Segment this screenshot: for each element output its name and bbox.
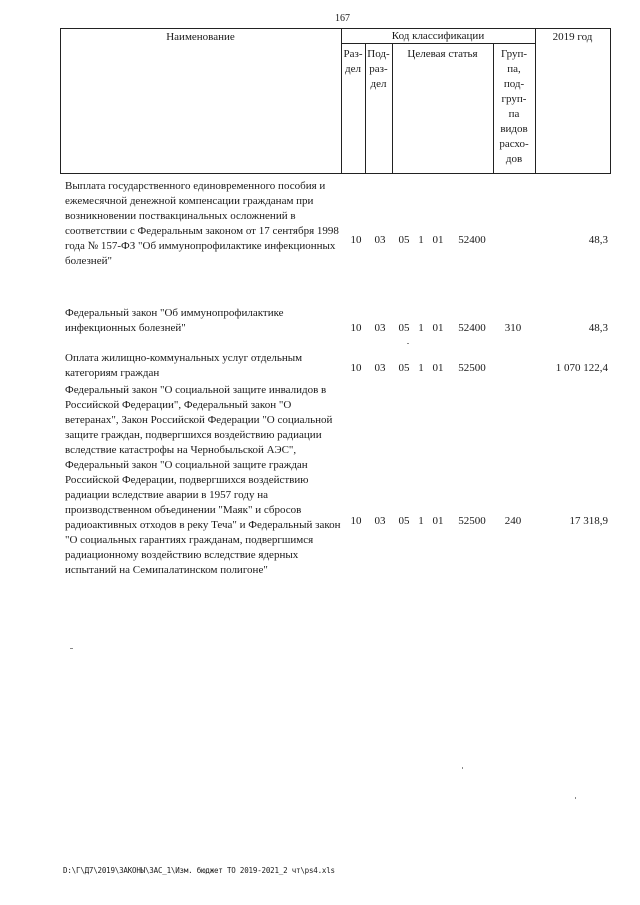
code-subsection: 03 — [374, 362, 386, 374]
code-section: 10 — [350, 322, 362, 334]
code-article-3: 01 — [432, 362, 444, 374]
header-subsection: Под- раз- дел — [367, 48, 390, 90]
amount: 17 318,9 — [569, 515, 608, 527]
code-article-3: 01 — [432, 234, 444, 246]
amount: 48,3 — [588, 322, 608, 334]
code-article-2: 1 — [418, 362, 424, 374]
code-expense-group: 310 — [504, 322, 522, 334]
code-article-3: 01 — [432, 515, 444, 527]
table-row-name: Оплата жилищно-коммунальных услуг отдельным категориям граждан — [65, 352, 303, 379]
code-article-4: 52500 — [458, 515, 486, 527]
code-article-1: 05 — [398, 234, 410, 246]
table-row-name: Федеральный закон "Об иммунопрофилактике инфекционных болезней" — [65, 307, 284, 334]
scan-speck — [575, 797, 576, 799]
code-section: 10 — [350, 362, 362, 374]
file-path-footer: D:\Г\Д7\2019\ЗАКОНЫ\ЗАС_1\Изм. бюджет ТО 2019-2021_2 чт\рs4.xls — [63, 866, 335, 875]
scan-speck — [70, 648, 73, 649]
code-section: 10 — [350, 515, 362, 527]
code-subsection: 03 — [374, 234, 386, 246]
scan-speck — [462, 767, 463, 769]
scan-speck — [407, 343, 409, 344]
code-article-3: 01 — [432, 322, 444, 334]
code-expense-group: 240 — [504, 515, 522, 527]
code-article-4: 52500 — [458, 362, 486, 374]
code-article-4: 52400 — [458, 322, 486, 334]
header-year: 2019 год — [552, 31, 593, 43]
code-article-2: 1 — [418, 234, 424, 246]
header-name: Наименование — [166, 31, 235, 43]
code-subsection: 03 — [374, 515, 386, 527]
header-classification: Код классификации — [391, 30, 485, 42]
table-row-name: Выплата государственного единовременного пособия и ежемесячной денежной компенсации гражданам при возникновении поствакцинальных осложнений в соответствии с Федеральным законом от 17 сентября 1998 года № 157-ФЗ "Об иммунопрофилактике инфекционных болезней" — [65, 180, 339, 267]
code-article-4: 52400 — [458, 234, 486, 246]
code-article-1: 05 — [398, 515, 410, 527]
table-header — [60, 28, 611, 174]
code-article-1: 05 — [398, 322, 410, 334]
code-subsection: 03 — [374, 322, 386, 334]
code-section: 10 — [350, 234, 362, 246]
header-expense-group: Груп- па, под- груп- па видов расхо- дов — [499, 48, 529, 165]
code-article-2: 1 — [418, 515, 424, 527]
page-number: 167 — [335, 13, 350, 24]
amount: 48,3 — [588, 234, 608, 246]
code-article-1: 05 — [398, 362, 410, 374]
table-row-name: Федеральный закон "О социальной защите инвалидов в Российской Федерации", Федеральный закон "О ветеранах", Закон Российской Федерации "О социальной защите граждан, подвергшихся воздействию радиации вследствие катастрофы на Чернобыльской АЭС", Федеральный закон "О социальной защите граждан Российской Федерации, подвергшихся воздействию радиации вследствие аварии в 1957 году на производственном объединении "Маяк" и сбросов радиоактивных отходов в реку Теча" и Федеральный закон "О социальных гарантиях гражданам, подвергшимся радиационному воздействию вследствие ядерных испытаний на Семипалатинском полигоне" — [65, 384, 341, 576]
amount: 1 070 122,4 — [555, 362, 608, 374]
header-target-article: Целевая статья — [407, 48, 478, 60]
code-article-2: 1 — [418, 322, 424, 334]
header-section: Раз- дел — [343, 48, 363, 75]
